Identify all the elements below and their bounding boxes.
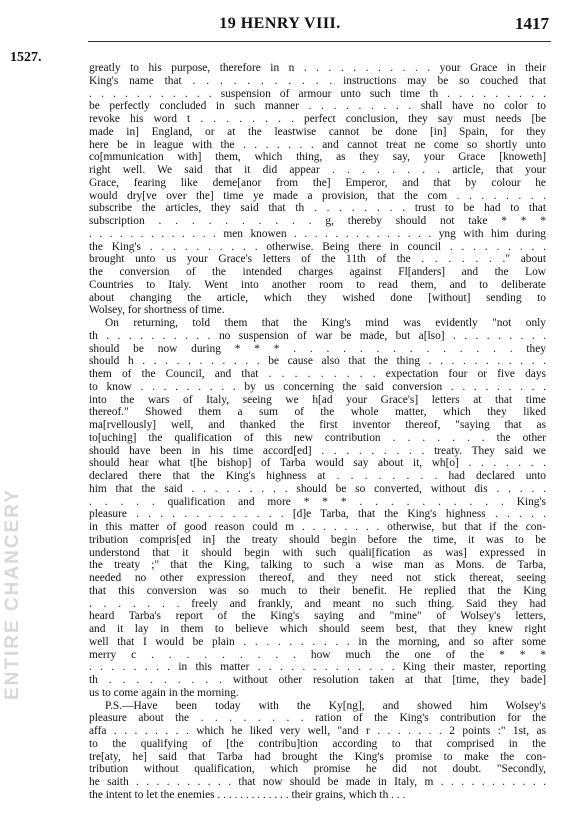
text-line: here be in league with the . . . . . . . and cannot treat ne come so shortly unto <box>89 138 546 151</box>
text-line: should be now during * * * . . . . . . . . . . . . . . they <box>89 342 546 355</box>
text-line: he saith . . . . . . . . . . that now should be made in Italy, m . . . . . . . . . . . <box>89 776 546 788</box>
text-line: On returning, told them that the King's mind was evidently "not only <box>105 317 546 329</box>
text-line: into the wars of Italy, seeing we h[ad your Grace's] letters at that time <box>89 393 546 406</box>
text-line: them of the Council, and that . . . . . . . . . expectation four or five days <box>89 368 546 380</box>
text-line: greatly to his purpose, therefore in n . . . . . . . . . . . your Grace in their <box>89 62 546 74</box>
text-line: thereof." Showed them a sum of the whole matter, which they liked <box>89 406 546 419</box>
text-line: us to come again in the morning. <box>89 686 239 699</box>
text-line: in this matter of good reason could m . . . . . . . . otherwise, but that if the con- <box>89 521 546 533</box>
text-line: the intent to let the enemies . . . . . . . . . . . . . their grains, which th . . . <box>89 788 406 801</box>
text-line: tribution without qualification, which promise he did not doubt. "Secondly, <box>89 763 546 776</box>
text-line: to the qualifying of [the contribu]tion according to that comprised in the <box>89 737 546 750</box>
text-line: to[uching] the qualification of this new contribution . . . . . . . the other <box>89 431 546 444</box>
text-line: the King's . . . . . . . . . . otherwise. Being there in council . . . . . . . . . <box>89 240 546 253</box>
text-line: declared there that the King's highness at . . . . . . . . had declared unto <box>89 470 546 482</box>
text-line: tre[aty, he] said that Tarba had brought the King's promise to make the con- <box>89 750 546 763</box>
text-line: th . . . . . . . . . without other resolution taken at that [time, they bade] <box>89 674 546 686</box>
text-line: would dry[ve over the] time ye made a provision, that the com . . . . . . . . <box>89 189 546 202</box>
header-rule <box>88 41 551 42</box>
text-line: made in] England, or at the leastwise cannot be done [in] Spain, for they <box>89 125 546 138</box>
text-line: heard Tarba's report of the King's saying and "mine" of Wolsey's letters, <box>89 610 546 623</box>
text-line: P.S.—Have been today with the Ky[ng], and showed him Wolsey's <box>105 699 546 712</box>
text-line: ma[rvellously] well, and thanked the first inventor thereof, "saying that as <box>89 419 546 431</box>
text-line: . . . . . . . . . . . suspension of armour unto such time th . . . . . . . . . <box>89 87 546 100</box>
text-line: brought unto us your Grace's letters of the 11th of the . . . . . . ." about <box>89 253 546 266</box>
page-number: 1417 <box>515 14 549 33</box>
text-line: King's name that . . . . . . . . . . . instructions may be so couched that <box>89 74 546 87</box>
text-line: well that I would be plain . . . . . . . . . . in the morning, and so after some <box>89 635 546 648</box>
text-line: revoke his word t . . . . . . . . perfect conclusion, they say must needs [be <box>89 113 546 125</box>
text-line: to know . . . . . . . . . by us concerning the said conversion . . . . . . . . . <box>89 380 546 393</box>
body-text <box>89 62 546 802</box>
watermark: ENTIRE CHANCERY <box>2 488 23 700</box>
text-line: affa . . . . . . . . which he liked very well, "and r . . . . . . . 2 points :" 1st, as <box>89 725 546 737</box>
text-line: should hear what t[he bishop] of Tarba would say about it, wh[o] . . . . . . . <box>89 457 546 470</box>
text-line: the treaty ;" that the King, talking to such a wise man as Mons. de Tarba, <box>89 559 546 572</box>
running-title: 19 HENRY VIII. <box>219 15 341 32</box>
text-line: merry c . . . . . . . . . how much the one of the * * * <box>89 648 546 661</box>
text-line: . . . . . . . freely and frankly, and meant no such thing. Said they had <box>89 597 546 610</box>
text-line: be perfectly concluded in such manner . . . . . . . . . shall have no color to <box>89 100 546 113</box>
text-line: . . . . . qualification and more * * * . . . . . . . . . . King's <box>89 495 546 508</box>
text-line: co[mmunication with] them, which thing, as they say, your Grace [knoweth] <box>89 151 546 164</box>
text-line: understond that it should begin with such quali[fication as was] expressed in <box>89 546 546 559</box>
text-line: and it lay in them to believe which should seem best, that they knew right <box>89 623 546 635</box>
text-line: subscription . . . . . . . . . . g, thereby should not take * * * <box>89 215 546 227</box>
text-line: . . . . . . . . . . . . . men knowen . . . . . . . . . . . . . . yng with him during <box>89 227 546 240</box>
text-line: about changing the article, which they wished done [without] sending to <box>89 291 546 304</box>
text-line: subscribe the articles, they said that th . . . . . . . . trust to be had to that <box>89 202 546 215</box>
text-line: . . . . . . . . in this matter . . . . . . . . . . . . . King their master, reporting <box>89 661 546 674</box>
text-line: right well. We said that it did appear . . . . . . . . article, that your <box>89 164 546 176</box>
text-line: th . . . . . . . . . . no suspension of war be made, but a[lso] . . . . . . . . . <box>89 329 546 342</box>
text-line: needed no other expression thereof, and they need not stick thereat, seeing <box>89 572 546 584</box>
text-line: that this conversion was so much to their benefit. He replied that the King <box>89 584 546 597</box>
text-line: Grace, fearing like deme[anor from the] Emperor, and that by colour he <box>89 176 546 189</box>
text-line: tribution compris[ed in] the treaty should begin before the time, it was to be <box>89 533 546 546</box>
text-line: Countries to Italy. Went into another room to read them, and to deliberate <box>89 278 546 291</box>
text-line: the conversion of the intended charges against Fl[anders] and the Low <box>89 266 546 278</box>
text-line: pleasure . . . . . . . . . . . . . [d]e Tarba, that the King's highness . . . . . <box>89 508 546 521</box>
text-line: should have been in his time accord[ed] . . . . . . . . . treaty. They said we <box>89 444 546 457</box>
text-line: pleasure about the . . . . . . . . ration of the King's contribution for the <box>89 712 546 725</box>
margin-year: 1527. <box>10 50 42 65</box>
text-line: Wolsey, for shortness of time. <box>89 304 225 317</box>
text-line: him that the said . . . . . . . . . should be so converted, without dis . . . . . <box>89 482 546 495</box>
text-line: should h . . . . . . . . . . . be cause also that the thing . . . . . . . . . . . <box>89 355 546 368</box>
